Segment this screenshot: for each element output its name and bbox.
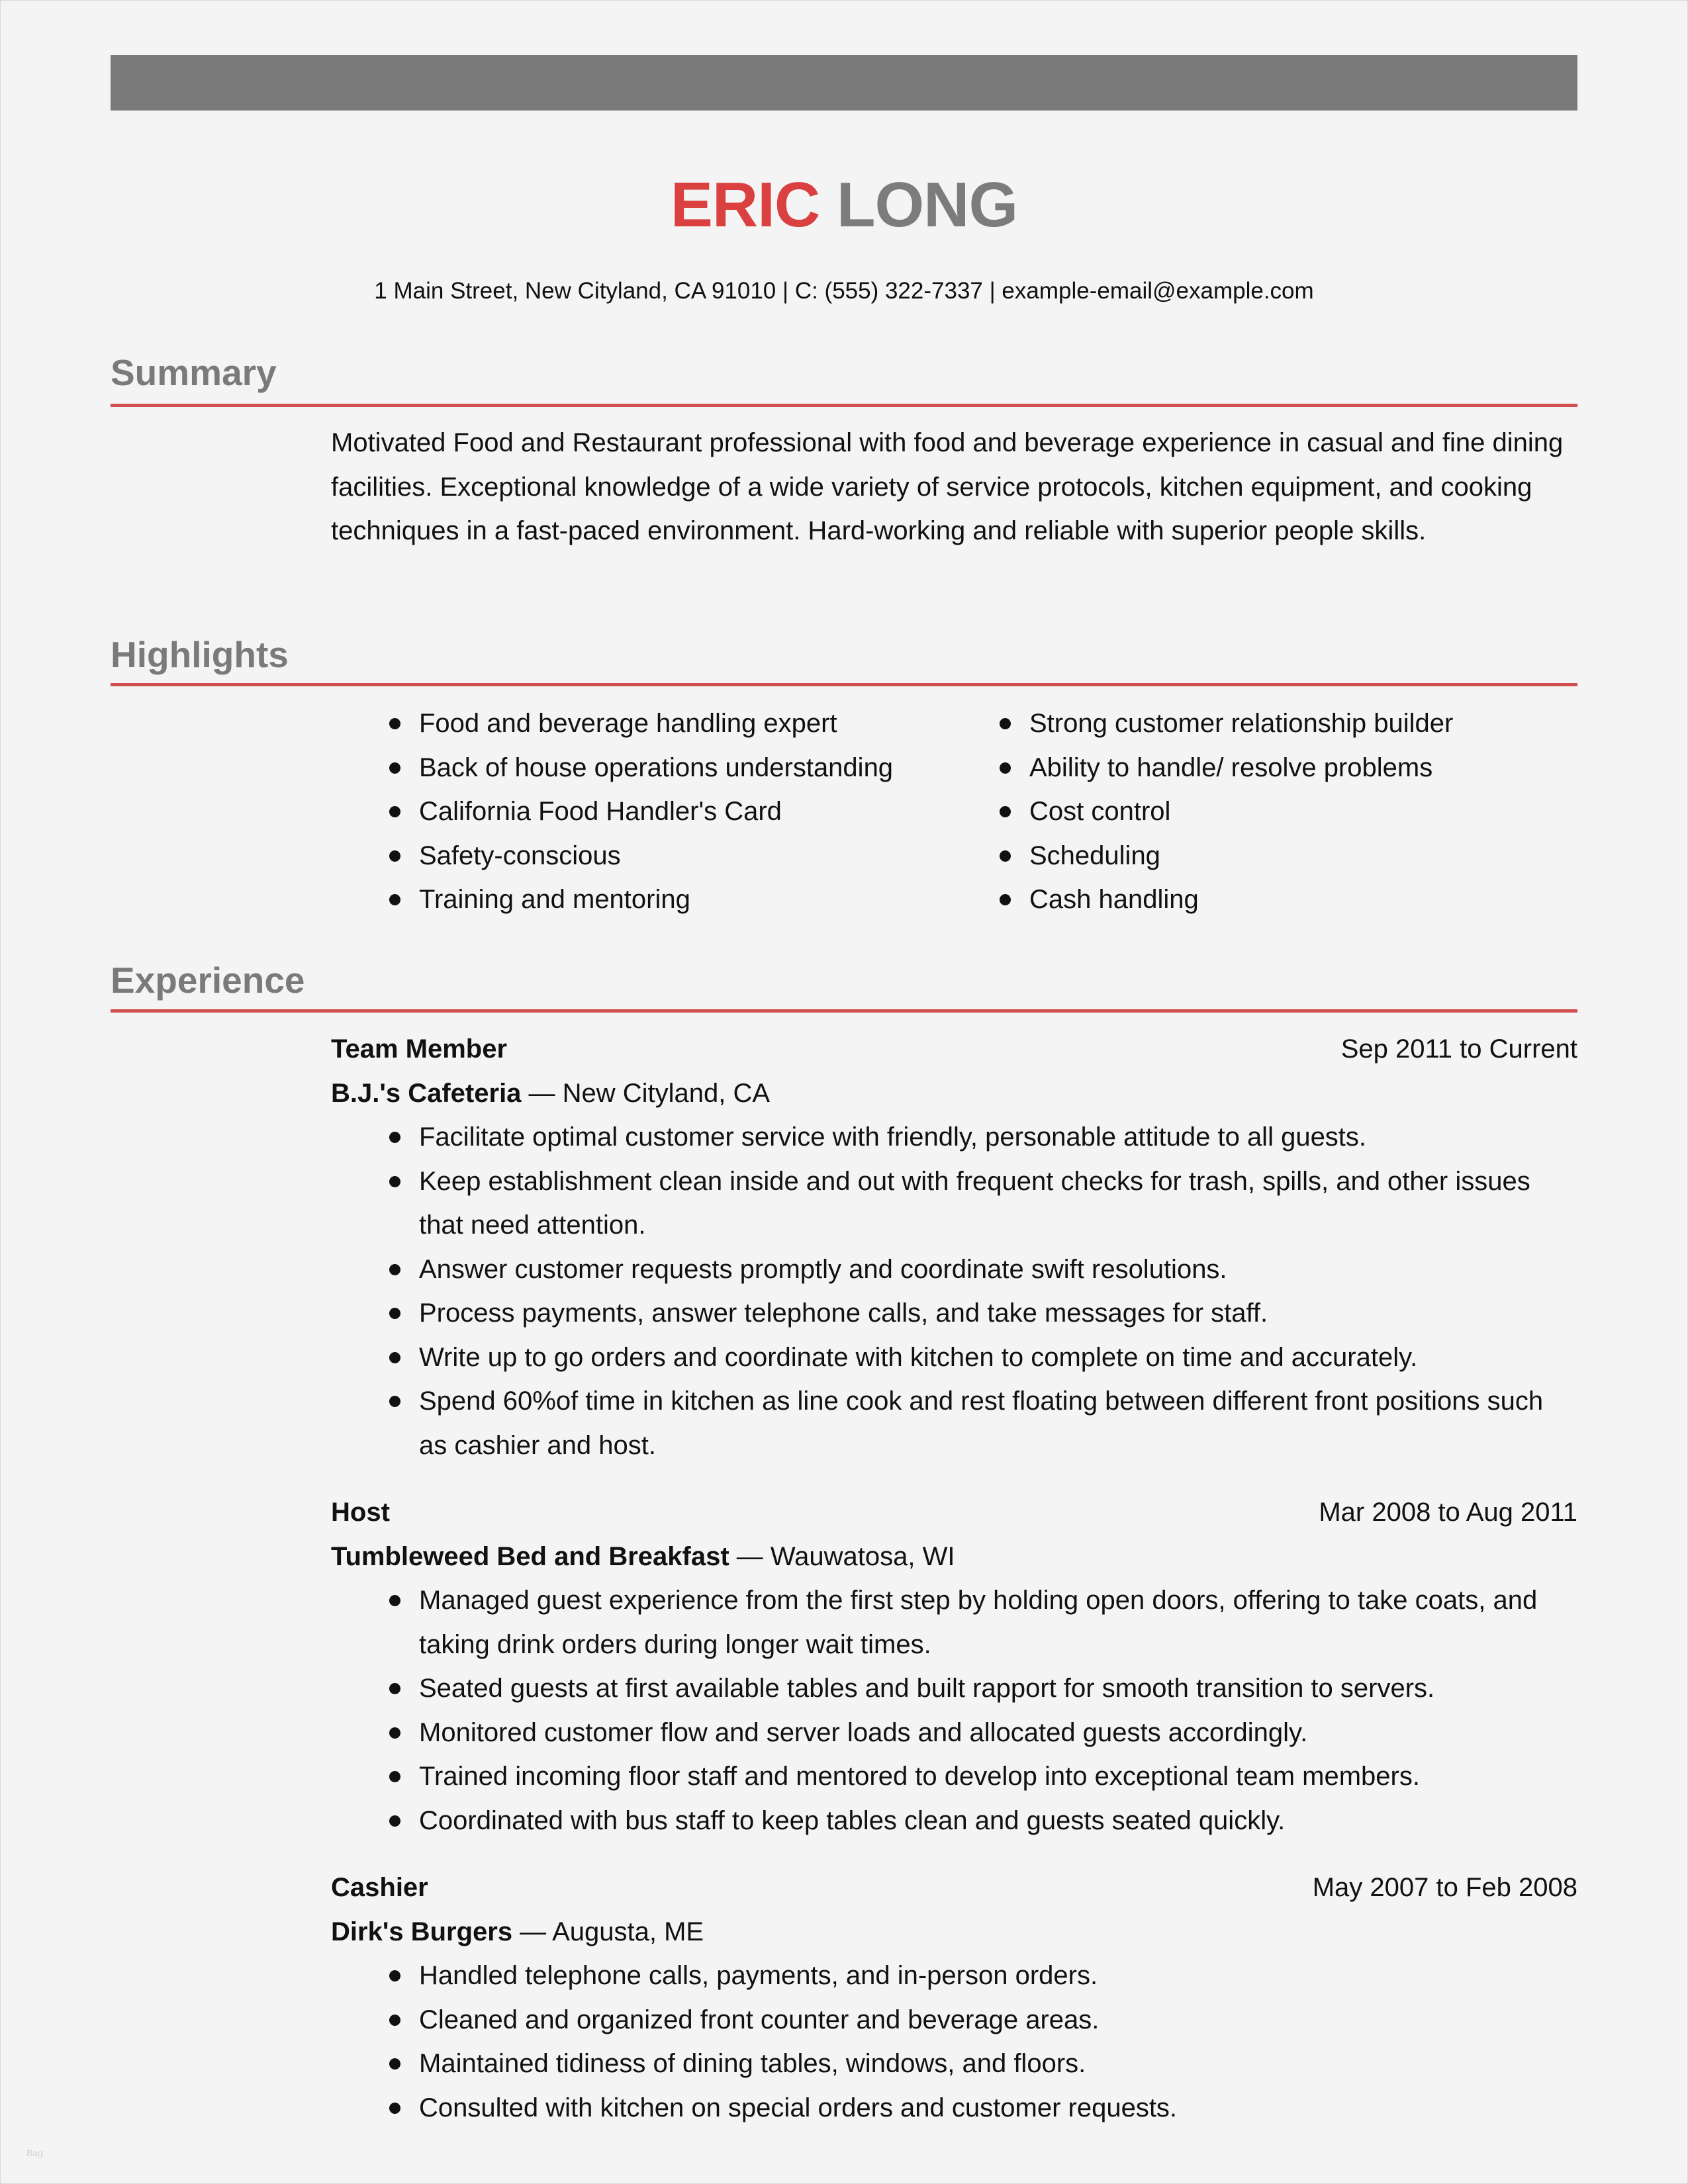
highlight-item: Scheduling [1029,834,1453,878]
job-dates: Sep 2011 to Current [1340,1034,1577,1064]
duty-item: Spend 60%of time in kitchen as line cook and rest floating between different front positions such as cashier and host. [419,1379,1577,1467]
company-name: B.J.'s Cafeteria [331,1078,522,1108]
last-name: LONG [836,169,1018,240]
duty-item: Cleaned and organized front counter and beverage areas. [419,1998,1577,2042]
duty-item: Facilitate optimal customer service with friendly, personable attitude to all guests. [419,1115,1577,1160]
bullet-icon [389,806,400,817]
footer-watermark: Bag [26,2148,43,2158]
section-rule-highlights [111,683,1577,686]
highlight-item: Strong customer relationship builder [1029,702,1453,746]
bullet-icon [389,2015,400,2026]
bullet-icon [389,718,400,729]
duties-list [331,1578,1577,1843]
duty-item: Maintained tidiness of dining tables, windows, and floors. [419,2042,1577,2086]
duty-item: Answer customer requests promptly and coordinate swift resolutions. [419,1248,1577,1292]
company-name: Dirk's Burgers [331,1917,513,1946]
bullet-icon [1000,806,1011,817]
first-name: ERIC [670,169,820,240]
section-title-summary: Summary [111,352,277,393]
duties-list [331,1954,1577,2130]
bullet-icon [389,2103,400,2114]
candidate-name [0,165,1688,245]
job-title: Cashier [331,1873,428,1902]
highlight-item: Training and mentoring [419,878,893,922]
bullet-icon [389,1815,400,1827]
duty-item: Write up to go orders and coordinate with kitchen to complete on time and accurately. [419,1336,1577,1380]
header-decorative-bar [111,55,1577,111]
bullet-icon [389,1595,400,1606]
job-entry [331,1490,1577,1843]
bullet-icon [389,1727,400,1739]
duty-item: Managed guest experience from the first step by holding open doors, offering to take coats, and taking drink orders during longer wait times. [419,1578,1577,1666]
job-dates: May 2007 to Feb 2008 [1312,1873,1577,1902]
bullet-icon [389,1771,400,1782]
duty-item: Handled telephone calls, payments, and in-person orders. [419,1954,1577,1998]
job-title: Team Member [331,1034,508,1064]
highlight-item: Cost control [1029,790,1453,834]
bullet-icon [1000,762,1011,774]
job-entry [331,1027,1577,1467]
bullet-icon [1000,894,1011,905]
bullet-icon [389,1176,400,1187]
bullet-icon [389,1970,400,1981]
highlight-item: Ability to handle/ resolve problems [1029,746,1453,790]
company-location: — New Cityland, CA [521,1078,771,1108]
company-name: Tumbleweed Bed and Breakfast [331,1541,729,1571]
job-entry [331,1866,1577,2130]
bullet-icon [389,1683,400,1694]
bullet-icon [1000,718,1011,729]
duty-item: Seated guests at first available tables and built rapport for smooth transition to servers. [419,1666,1577,1711]
duty-item: Keep establishment clean inside and out with frequent checks for trash, spills, and other issues that need attention. [419,1160,1577,1248]
duty-item: Consulted with kitchen on special orders and customer requests. [419,2086,1577,2130]
section-title-experience: Experience [111,960,305,1001]
bullet-icon [389,1132,400,1143]
company-location: — Wauwatosa, WI [729,1541,955,1571]
bullet-icon [389,1352,400,1363]
section-rule-summary [111,404,1577,407]
section-title-highlights: Highlights [111,634,289,675]
job-title: Host [331,1498,390,1527]
duty-item: Trained incoming floor staff and mentored to develop into exceptional team members. [419,1754,1577,1799]
highlight-item: California Food Handler's Card [419,790,893,834]
bullet-icon [389,850,400,862]
duty-item: Coordinated with bus staff to keep tables clean and guests seated quickly. [419,1799,1577,1843]
bullet-icon [389,762,400,774]
highlight-item: Safety-conscious [419,834,893,878]
bullet-icon [389,2058,400,2070]
job-dates: Mar 2008 to Aug 2011 [1319,1498,1577,1527]
duty-item: Process payments, answer telephone calls, and take messages for staff. [419,1291,1577,1336]
bullet-icon [1000,850,1011,862]
bullet-icon [389,1264,400,1275]
company-location: — Augusta, ME [512,1917,704,1946]
highlight-item: Cash handling [1029,878,1453,922]
contact-line: 1 Main Street, New Cityland, CA 91010 | C: (555) 322-7337 | example-email@example.com [374,278,1314,304]
highlight-item: Food and beverage handling expert [419,702,893,746]
duty-item: Monitored customer flow and server loads and allocated guests accordingly. [419,1711,1577,1755]
summary-text: Motivated Food and Restaurant professional with food and beverage experience in casual and fine dining facilities. Exceptional knowledge of a wide variety of service protocols, kitchen equipment, and cooking techniques in a fast-paced environment. Hard-working and reliable with superior people skills. [331,428,1564,545]
section-rule-experience [111,1009,1577,1013]
highlight-item: Back of house operations understanding [419,746,893,790]
highlights-left-list [419,702,893,922]
highlights-right-list [1029,702,1453,922]
bullet-icon [389,1308,400,1319]
bullet-icon [389,1396,400,1407]
duties-list [331,1115,1577,1467]
bullet-icon [389,894,400,905]
